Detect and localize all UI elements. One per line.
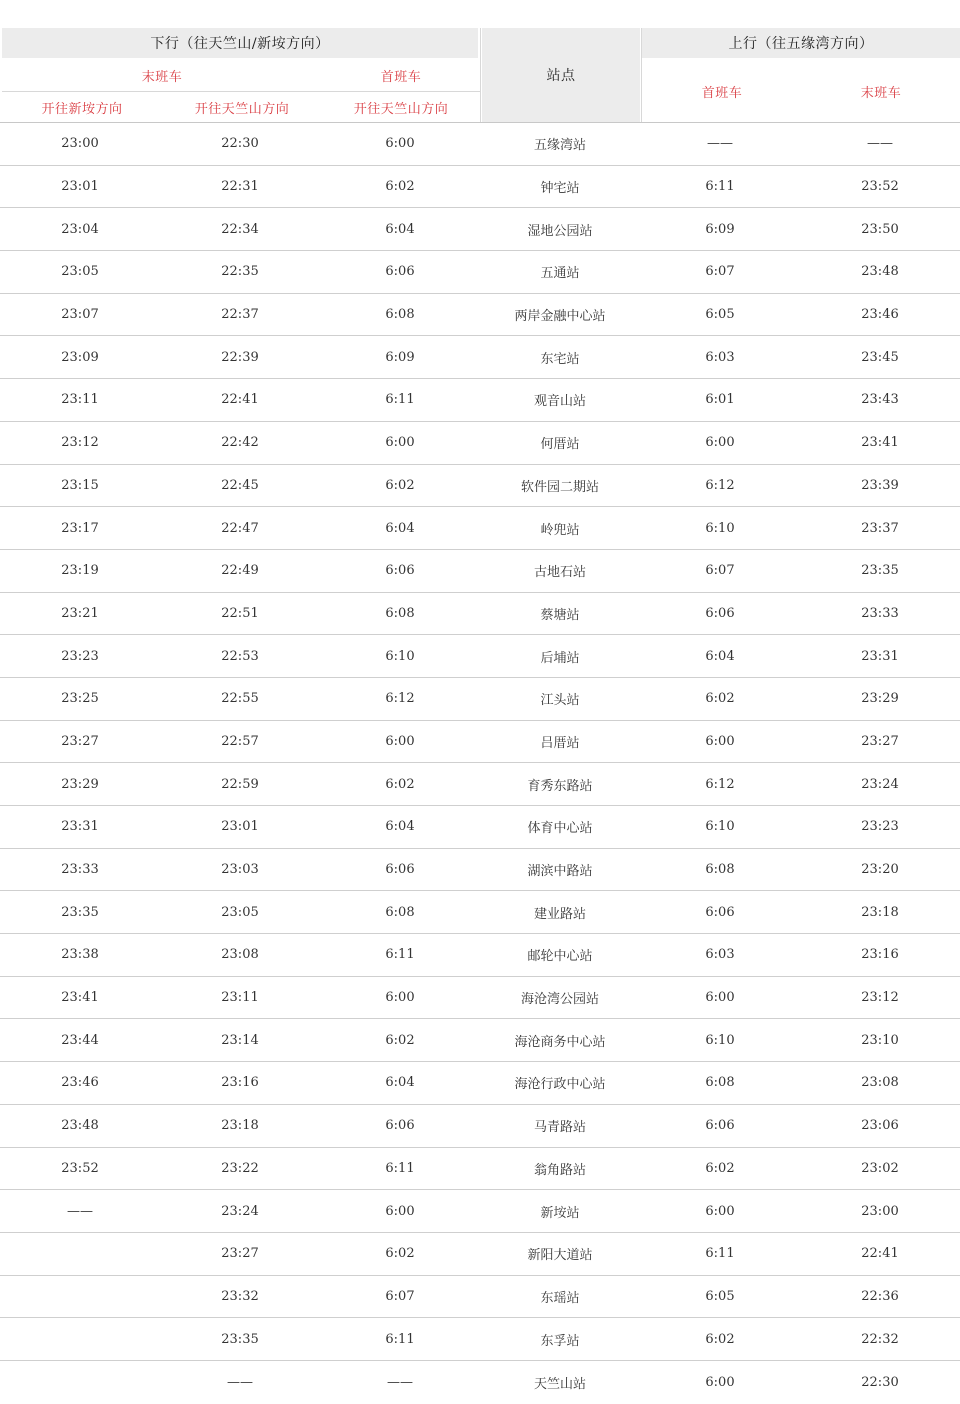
up-last-cell: 23:43 — [861, 392, 899, 408]
table-row — [0, 1105, 960, 1148]
down-last-tianzhushan-cell: 23:03 — [221, 862, 259, 878]
down-last-tianzhushan-cell: 23:16 — [221, 1075, 259, 1091]
down-last-tianzhushan-cell: 23:18 — [221, 1118, 259, 1134]
station-name-cell: 体育中心站 — [527, 821, 593, 837]
up-first-cell: 6:02 — [705, 691, 735, 707]
station-name-cell: 邮轮中心站 — [527, 949, 593, 965]
station-name-cell: 东瑶站 — [540, 1290, 580, 1306]
table-row — [0, 721, 960, 764]
down-first-tianzhushan-cell: 6:04 — [385, 1075, 415, 1091]
down-first-tianzhushan-cell: 6:06 — [385, 1118, 415, 1134]
table-row — [0, 1190, 960, 1233]
station-name-cell: 海沧湾公园站 — [520, 992, 599, 1008]
up-last-cell: 23:24 — [861, 776, 899, 792]
up-first-cell: —— — [707, 136, 733, 152]
down-last-tianzhushan-cell: 22:31 — [221, 179, 259, 195]
down-last-xinan-cell: 23:11 — [61, 392, 99, 408]
down-first-tianzhushan-cell: 6:04 — [385, 221, 415, 237]
up-last-cell: 22:41 — [861, 1246, 899, 1262]
down-first-tianzhushan-cell: 6:09 — [385, 349, 415, 365]
down-first-tianzhushan-cell: 6:11 — [385, 1160, 415, 1176]
up-last-cell: 23:10 — [861, 1032, 899, 1048]
station-name-cell: 新阳大道站 — [527, 1248, 593, 1264]
down-last-tianzhushan-cell: 22:37 — [221, 307, 259, 323]
up-first-cell: 6:11 — [705, 179, 735, 195]
down-last-tianzhushan-cell: 23:14 — [221, 1032, 259, 1048]
table-row — [0, 1148, 960, 1191]
down-first-tianzhushan-cell: 6:11 — [385, 947, 415, 963]
table-row — [0, 507, 960, 550]
table-row — [0, 123, 960, 166]
up-first-cell: 6:10 — [705, 1032, 735, 1048]
down-last-xinan-cell: 23:41 — [61, 990, 99, 1006]
down-last-tianzhushan-cell: 22:35 — [221, 264, 259, 280]
table-row — [0, 678, 960, 721]
down-last-xinan-cell: 23:38 — [61, 947, 99, 963]
down-last-xinan-cell: 23:00 — [61, 136, 99, 152]
up-last-cell: —— — [867, 136, 893, 152]
table-row — [0, 891, 960, 934]
table-row — [0, 763, 960, 806]
to-tianzhushan-last-label: 开往天竺山方向 — [194, 101, 290, 117]
up-first-cell: 6:11 — [705, 1246, 735, 1262]
station-name-cell: 观音山站 — [533, 394, 586, 410]
up-first-train-label: 首班车 — [701, 85, 743, 101]
up-first-cell: 6:04 — [705, 648, 735, 664]
station-name-cell: 何厝站 — [540, 437, 580, 453]
up-first-cell: 6:05 — [705, 1288, 735, 1304]
down-last-tianzhushan-cell: 22:41 — [221, 392, 259, 408]
down-first-tianzhushan-cell: 6:06 — [385, 264, 415, 280]
down-direction-title: 下行（往天竺山/新垵方向） — [2, 28, 478, 58]
down-last-xinan-cell: 23:31 — [61, 819, 99, 835]
down-last-xinan-cell: —— — [67, 1203, 93, 1219]
up-first-cell: 6:10 — [705, 819, 735, 835]
table-row — [0, 1318, 960, 1361]
station-name-cell: 五通站 — [540, 266, 580, 282]
station-name-cell: 建业路站 — [533, 906, 586, 922]
down-last-xinan-cell: 23:44 — [61, 1032, 99, 1048]
up-direction-title: 上行（往五缘湾方向） — [642, 28, 960, 58]
up-last-cell: 23:27 — [861, 733, 899, 749]
table-row — [0, 465, 960, 508]
down-last-tianzhushan-cell: 23:11 — [221, 990, 259, 1006]
station-column-header: 站点 — [482, 28, 640, 122]
down-last-xinan-cell: 23:25 — [61, 691, 99, 707]
station-name-cell: 天竺山站 — [533, 1376, 586, 1392]
up-last-cell: 23:52 — [861, 179, 899, 195]
down-last-xinan-cell: 23:48 — [61, 1118, 99, 1134]
station-name-cell: 钟宅站 — [540, 181, 580, 197]
up-last-cell: 23:41 — [861, 435, 899, 451]
up-first-cell: 6:00 — [705, 990, 735, 1006]
station-name-cell: 湖滨中路站 — [527, 864, 593, 880]
down-last-tianzhushan-cell: 23:01 — [221, 819, 259, 835]
down-last-tianzhushan-cell: 23:27 — [221, 1246, 259, 1262]
station-name-cell: 古地石站 — [533, 565, 586, 581]
up-first-cell: 6:06 — [705, 904, 735, 920]
table-row — [0, 806, 960, 849]
down-first-tianzhushan-cell: 6:08 — [385, 605, 415, 621]
down-last-tianzhushan-cell: 22:34 — [221, 221, 259, 237]
table-row — [0, 1233, 960, 1276]
up-first-cell: 6:03 — [705, 349, 735, 365]
down-first-tianzhushan-cell: 6:06 — [385, 563, 415, 579]
down-first-tianzhushan-cell: 6:00 — [385, 733, 415, 749]
station-name-cell: 江头站 — [540, 693, 580, 709]
down-first-tianzhushan-cell: 6:10 — [385, 648, 415, 664]
down-first-tianzhushan-cell: 6:00 — [385, 435, 415, 451]
up-last-cell: 23:06 — [861, 1118, 899, 1134]
down-last-tianzhushan-cell: 23:05 — [221, 904, 259, 920]
down-first-tianzhushan-cell: 6:07 — [385, 1288, 415, 1304]
up-last-train-label: 末班车 — [860, 85, 902, 101]
down-last-tianzhushan-cell: 22:53 — [221, 648, 259, 664]
down-last-xinan-cell: 23:07 — [61, 307, 99, 323]
up-last-cell: 23:23 — [861, 819, 899, 835]
up-last-cell: 23:48 — [861, 264, 899, 280]
down-first-tianzhushan-cell: 6:02 — [385, 477, 415, 493]
up-last-cell: 23:37 — [861, 520, 899, 536]
down-last-xinan-cell: 23:12 — [61, 435, 99, 451]
up-last-cell: 23:33 — [861, 605, 899, 621]
up-last-cell: 23:18 — [861, 904, 899, 920]
down-first-tianzhushan-cell: 6:00 — [385, 1203, 415, 1219]
down-first-tianzhushan-cell: 6:04 — [385, 819, 415, 835]
up-last-cell: 22:30 — [861, 1374, 899, 1390]
table-row — [0, 934, 960, 977]
down-last-tianzhushan-cell: 22:42 — [221, 435, 259, 451]
down-last-tianzhushan-cell: 22:30 — [221, 136, 259, 152]
up-first-cell: 6:10 — [705, 520, 735, 536]
up-last-cell: 23:35 — [861, 563, 899, 579]
down-last-train-label: 末班车 — [141, 69, 183, 85]
down-first-tianzhushan-cell: 6:06 — [385, 862, 415, 878]
down-first-tianzhushan-cell: 6:08 — [385, 307, 415, 323]
station-name-cell: 两岸金融中心站 — [514, 309, 606, 325]
down-last-xinan-cell: 23:15 — [61, 477, 99, 493]
down-last-xinan-cell: 23:33 — [61, 862, 99, 878]
down-last-tianzhushan-cell: 23:35 — [221, 1331, 259, 1347]
table-row — [0, 379, 960, 422]
down-first-tianzhushan-cell: 6:00 — [385, 136, 415, 152]
table-row — [0, 422, 960, 465]
table-row — [0, 977, 960, 1020]
station-name-cell: 五缘湾站 — [533, 138, 586, 154]
up-last-cell: 22:32 — [861, 1331, 899, 1347]
station-name-cell: 海沧商务中心站 — [514, 1034, 606, 1050]
down-first-tianzhushan-cell: 6:04 — [385, 520, 415, 536]
up-last-cell: 23:39 — [861, 477, 899, 493]
down-last-tianzhushan-cell: 22:45 — [221, 477, 259, 493]
up-first-cell: 6:12 — [705, 776, 735, 792]
table-row — [0, 251, 960, 294]
station-name-cell: 海沧行政中心站 — [514, 1077, 606, 1093]
up-first-cell: 6:02 — [705, 1331, 735, 1347]
down-first-tianzhushan-cell: 6:02 — [385, 1032, 415, 1048]
up-first-cell: 6:00 — [705, 1203, 735, 1219]
down-first-tianzhushan-cell: 6:00 — [385, 990, 415, 1006]
down-last-xinan-cell: 23:05 — [61, 264, 99, 280]
down-last-xinan-cell: 23:52 — [61, 1160, 99, 1176]
down-last-tianzhushan-cell: 22:39 — [221, 349, 259, 365]
up-last-cell: 23:46 — [861, 307, 899, 323]
table-row — [0, 550, 960, 593]
station-name-cell: 马青路站 — [533, 1120, 586, 1136]
down-last-tianzhushan-cell: 23:22 — [221, 1160, 259, 1176]
down-last-xinan-cell: 23:21 — [61, 605, 99, 621]
table-row — [0, 294, 960, 337]
up-first-cell: 6:08 — [705, 1075, 735, 1091]
station-name-cell: 新垵站 — [540, 1205, 580, 1221]
up-first-cell: 6:12 — [705, 477, 735, 493]
down-first-tianzhushan-cell: 6:08 — [385, 904, 415, 920]
down-last-xinan-cell: 23:04 — [61, 221, 99, 237]
down-first-tianzhushan-cell: 6:02 — [385, 776, 415, 792]
table-row — [0, 1062, 960, 1105]
up-first-cell: 6:00 — [705, 733, 735, 749]
down-last-tianzhushan-cell: 23:24 — [221, 1203, 259, 1219]
station-name-cell: 翁角路站 — [533, 1162, 586, 1178]
up-last-cell: 22:36 — [861, 1288, 899, 1304]
down-last-xinan-cell: 23:09 — [61, 349, 99, 365]
down-last-xinan-cell: 23:17 — [61, 520, 99, 536]
to-tianzhushan-first-label: 开往天竺山方向 — [353, 101, 449, 117]
up-first-cell: 6:06 — [705, 1118, 735, 1134]
down-last-xinan-cell: 23:35 — [61, 904, 99, 920]
to-xinan-label: 开往新垵方向 — [41, 101, 123, 117]
header-vertical-rule — [641, 28, 642, 122]
down-first-tianzhushan-cell: 6:11 — [385, 1331, 415, 1347]
down-first-tianzhushan-cell: 6:12 — [385, 691, 415, 707]
station-name-cell: 湿地公园站 — [527, 223, 593, 239]
down-last-tianzhushan-cell: 23:32 — [221, 1288, 259, 1304]
station-name-cell: 育秀东路站 — [527, 778, 593, 794]
station-name-cell: 东宅站 — [540, 351, 580, 367]
header-vertical-rule — [480, 28, 481, 122]
up-first-cell: 6:07 — [705, 264, 735, 280]
up-last-cell: 23:50 — [861, 221, 899, 237]
table-row — [0, 1361, 960, 1404]
up-last-cell: 23:08 — [861, 1075, 899, 1091]
down-last-tianzhushan-cell: 22:51 — [221, 605, 259, 621]
down-last-tianzhushan-cell: —— — [227, 1374, 253, 1390]
down-last-tianzhushan-cell: 22:49 — [221, 563, 259, 579]
up-last-cell: 23:29 — [861, 691, 899, 707]
down-last-xinan-cell: 23:29 — [61, 776, 99, 792]
up-first-cell: 6:07 — [705, 563, 735, 579]
up-last-cell: 23:12 — [861, 990, 899, 1006]
down-first-tianzhushan-cell: —— — [387, 1374, 413, 1390]
down-last-xinan-cell: 23:46 — [61, 1075, 99, 1091]
down-last-tianzhushan-cell: 23:08 — [221, 947, 259, 963]
up-first-cell: 6:08 — [705, 862, 735, 878]
table-row — [0, 593, 960, 636]
up-first-cell: 6:00 — [705, 1374, 735, 1390]
table-row — [0, 849, 960, 892]
down-last-tianzhushan-cell: 22:55 — [221, 691, 259, 707]
up-first-cell: 6:06 — [705, 605, 735, 621]
header-divider — [2, 91, 480, 92]
station-name-cell: 岭兜站 — [540, 522, 580, 538]
up-last-cell: 23:00 — [861, 1203, 899, 1219]
down-last-tianzhushan-cell: 22:59 — [221, 776, 259, 792]
up-first-cell: 6:02 — [705, 1160, 735, 1176]
table-row — [0, 1019, 960, 1062]
down-last-xinan-cell: 23:19 — [61, 563, 99, 579]
station-name-cell: 后埔站 — [540, 650, 580, 666]
up-first-cell: 6:01 — [705, 392, 735, 408]
up-first-cell: 6:05 — [705, 307, 735, 323]
station-name-cell: 软件园二期站 — [520, 479, 599, 495]
timetable-body — [0, 123, 960, 1404]
table-row — [0, 336, 960, 379]
station-name-cell: 蔡塘站 — [540, 607, 580, 623]
up-last-cell: 23:45 — [861, 349, 899, 365]
up-first-cell: 6:09 — [705, 221, 735, 237]
table-row — [0, 166, 960, 209]
down-first-train-label: 首班车 — [380, 69, 422, 85]
table-row — [0, 1276, 960, 1319]
station-name-cell: 吕厝站 — [540, 735, 580, 751]
down-first-tianzhushan-cell: 6:02 — [385, 179, 415, 195]
table-row — [0, 635, 960, 678]
up-first-cell: 6:03 — [705, 947, 735, 963]
down-last-xinan-cell: 23:23 — [61, 648, 99, 664]
up-first-cell: 6:00 — [705, 435, 735, 451]
up-last-cell: 23:20 — [861, 862, 899, 878]
down-last-tianzhushan-cell: 22:47 — [221, 520, 259, 536]
up-last-cell: 23:31 — [861, 648, 899, 664]
down-last-xinan-cell: 23:27 — [61, 733, 99, 749]
table-row — [0, 208, 960, 251]
down-first-tianzhushan-cell: 6:02 — [385, 1246, 415, 1262]
up-last-cell: 23:16 — [861, 947, 899, 963]
down-last-tianzhushan-cell: 22:57 — [221, 733, 259, 749]
station-name-cell: 东孚站 — [540, 1333, 580, 1349]
down-first-tianzhushan-cell: 6:11 — [385, 392, 415, 408]
up-last-cell: 23:02 — [861, 1160, 899, 1176]
down-last-xinan-cell: 23:01 — [61, 179, 99, 195]
